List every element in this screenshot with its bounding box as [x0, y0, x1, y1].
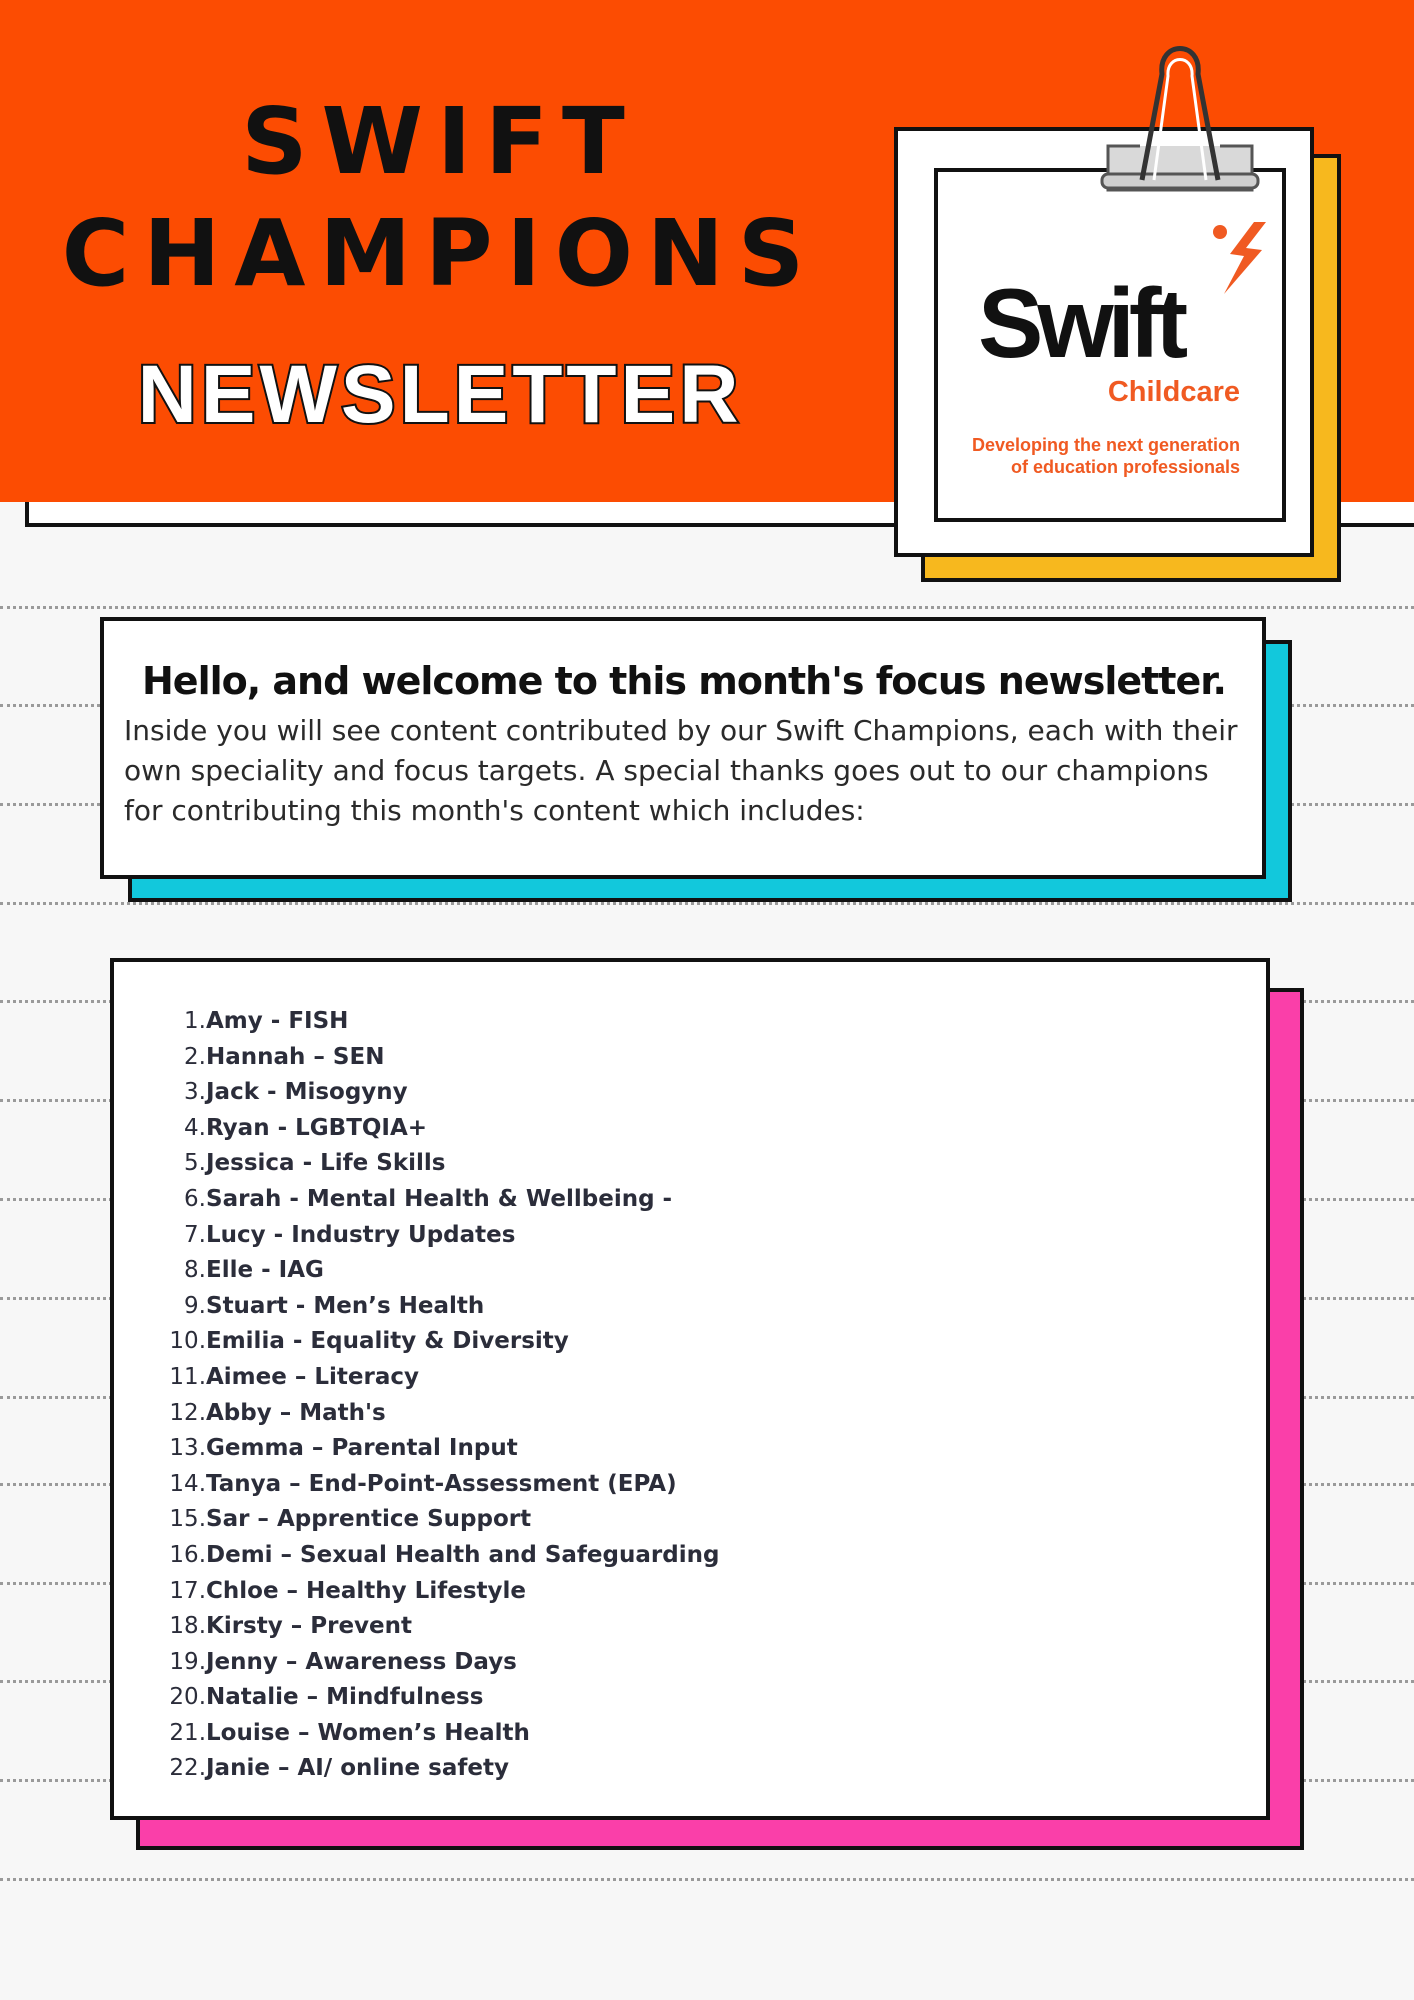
list-item-number: 17. [169, 1577, 206, 1604]
logo-subbrand: Childcare [1107, 376, 1240, 408]
list-item-text: Jack - Misogyny [206, 1079, 408, 1106]
list-item [114, 1716, 719, 1752]
title-line-3: NEWSLETTER [137, 349, 743, 440]
list-item [114, 1004, 719, 1040]
list-item-number: 5. [184, 1150, 206, 1177]
list-item [114, 1538, 719, 1574]
list-item-number: 15. [169, 1506, 206, 1533]
list-item-text: Natalie – Mindfulness [206, 1684, 484, 1711]
list-item [114, 1396, 719, 1432]
list-item-number: 6. [184, 1185, 206, 1212]
list-item-text: Jessica - Life Skills [206, 1150, 446, 1177]
list-item-text: Emilia - Equality & Diversity [206, 1328, 569, 1355]
list-item [114, 1040, 719, 1076]
title-line-1: SWIFT [241, 88, 639, 195]
welcome-card [100, 617, 1266, 879]
list-item-number: 18. [169, 1613, 206, 1640]
list-item [114, 1574, 719, 1610]
list-item [114, 1609, 719, 1645]
title-line-2: CHAMPIONS [61, 200, 819, 307]
list-item-text: Hannah – SEN [206, 1043, 385, 1070]
list-item-text: Lucy - Industry Updates [206, 1221, 516, 1248]
list-item-text: Sarah - Mental Health & Wellbeing - [206, 1185, 673, 1212]
list-item-text: Gemma – Parental Input [206, 1435, 518, 1462]
list-item-text: Janie – AI/ online safety [206, 1755, 509, 1782]
ruled-line [0, 606, 1414, 609]
list-item-number: 16. [169, 1541, 206, 1568]
list-item [114, 1645, 719, 1681]
list-item-text: Abby – Math's [206, 1399, 386, 1426]
list-item [114, 1289, 719, 1325]
list-item [114, 1075, 719, 1111]
list-item-text: Ryan - LGBTQIA+ [206, 1114, 428, 1141]
champions-list [114, 1004, 719, 1787]
list-item-number: 4. [184, 1114, 206, 1141]
logo-wordmark: Swift [978, 268, 1183, 378]
list-item-number: 20. [169, 1684, 206, 1711]
list-item-number: 22. [169, 1755, 206, 1782]
list-item-number: 21. [169, 1719, 206, 1746]
list-item [114, 1431, 719, 1467]
list-item-text: Elle - IAG [206, 1257, 324, 1284]
list-item [114, 1218, 719, 1254]
list-item-text: Chloe – Healthy Lifestyle [206, 1577, 526, 1604]
list-item-number: 10. [169, 1328, 206, 1355]
list-item-number: 1. [184, 1008, 206, 1034]
list-item-number: 13. [169, 1435, 206, 1462]
welcome-heading: Hello, and welcome to this month's focus newsletter. [142, 659, 1226, 703]
list-item [114, 1182, 719, 1218]
list-item [114, 1467, 719, 1503]
list-item-text: Tanya – End-Point-Assessment (EPA) [206, 1470, 677, 1497]
welcome-body-text: Inside you will see content contributed by our Swift Champions, each with their own speciality and focus targets. A special thanks goes out to our champions for contributing this month's content which includes: [124, 714, 1238, 827]
list-item-number: 7. [184, 1221, 206, 1248]
list-item [114, 1146, 719, 1182]
list-item-number: 9. [184, 1292, 206, 1319]
list-item [114, 1360, 719, 1396]
list-item-text: Stuart - Men’s Health [206, 1292, 485, 1319]
champions-list-card [110, 958, 1270, 1820]
list-item-number: 19. [169, 1648, 206, 1675]
ruled-line [0, 1878, 1414, 1881]
list-item [114, 1502, 719, 1538]
list-item-number: 2. [184, 1043, 206, 1070]
logo-frame [934, 168, 1286, 522]
list-item [114, 1111, 719, 1147]
list-item-text: Jenny – Awareness Days [206, 1648, 517, 1675]
ruled-line [0, 902, 1414, 905]
list-item-number: 8. [184, 1257, 206, 1284]
list-item-text: Sar – Apprentice Support [206, 1506, 532, 1533]
logo-tagline-line-2: of education professionals [1010, 457, 1240, 477]
lightning-bolt-icon [1210, 220, 1270, 296]
logo-tagline-line-1: Developing the next generation [971, 435, 1240, 455]
list-item [114, 1751, 719, 1787]
list-item-text: Kirsty – Prevent [206, 1613, 413, 1640]
list-item-text: Amy - FISH [206, 1008, 349, 1034]
list-item-number: 11. [169, 1363, 206, 1390]
list-item [114, 1324, 719, 1360]
list-item-number: 14. [169, 1470, 206, 1497]
list-item [114, 1253, 719, 1289]
list-item-number: 3. [184, 1079, 206, 1106]
logo-tagline [972, 434, 1240, 478]
binder-clip-icon [1100, 20, 1260, 192]
list-item-text: Aimee – Literacy [206, 1363, 419, 1390]
list-item [114, 1680, 719, 1716]
list-item-text: Louise – Women’s Health [206, 1719, 530, 1746]
list-item-text: Demi – Sexual Health and Safeguarding [206, 1541, 720, 1568]
list-item-number: 12. [169, 1399, 206, 1426]
